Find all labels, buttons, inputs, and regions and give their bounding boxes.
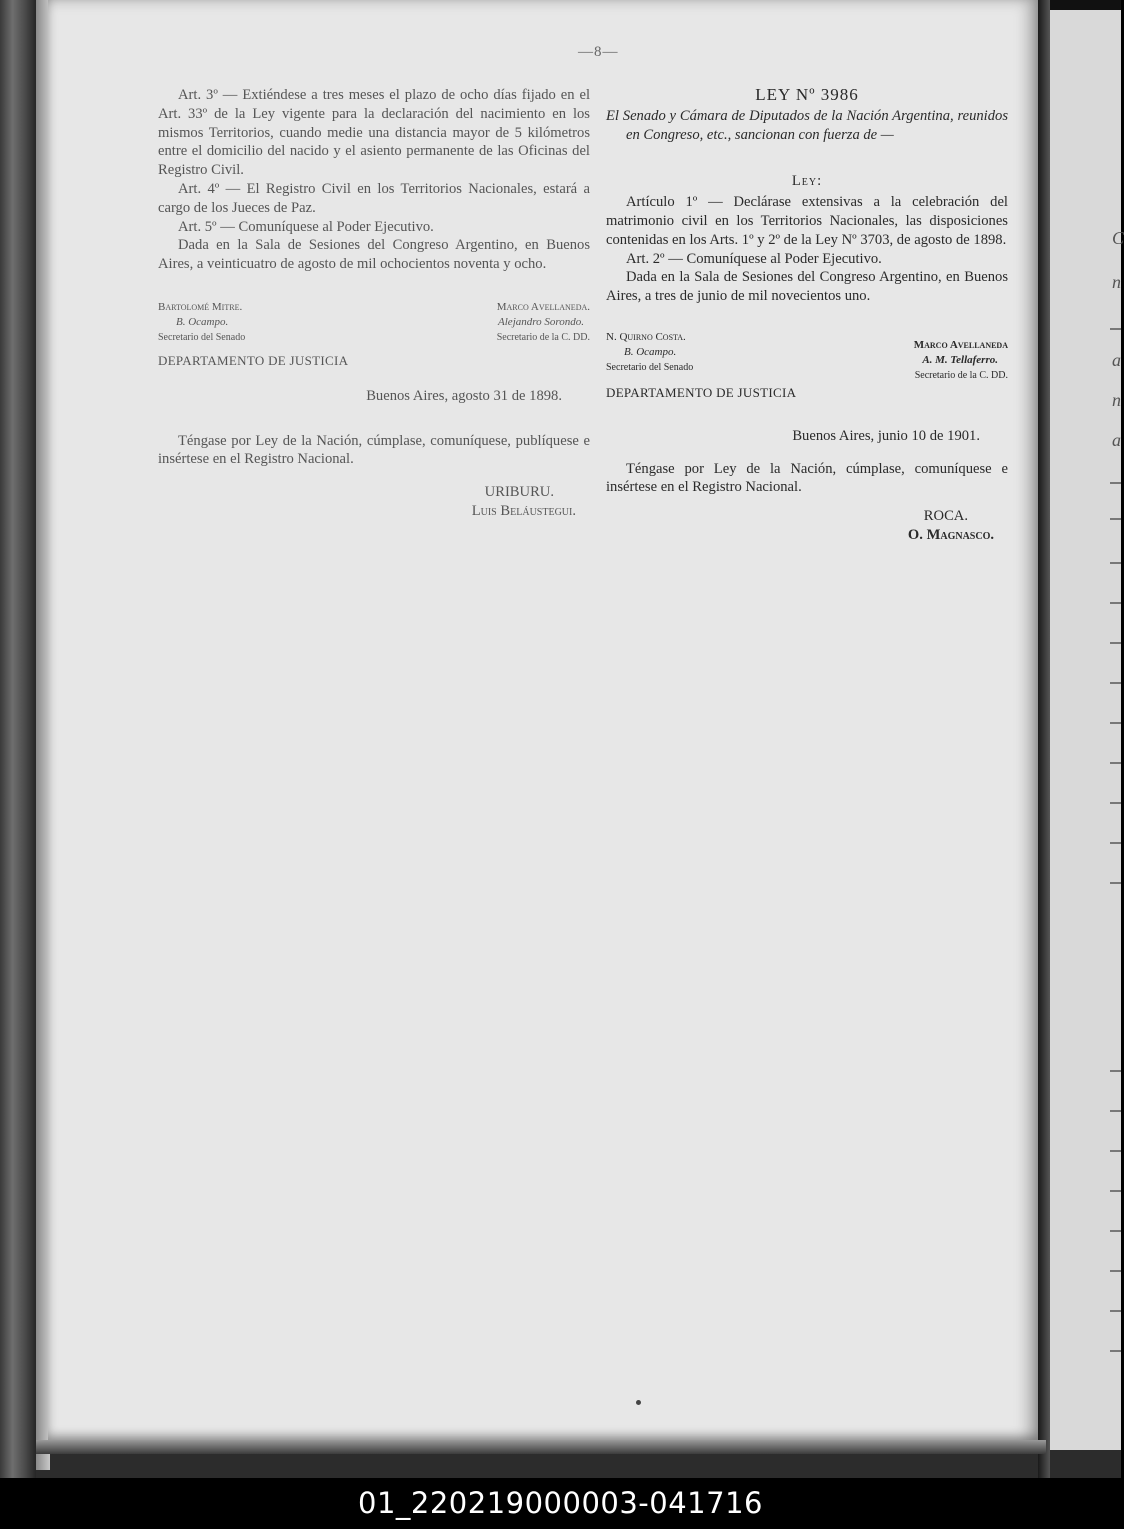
facing-page-rule [1110,882,1121,884]
deputies-secretary-name: Alejandro Sorondo. [498,315,584,328]
page-gutter [1038,0,1050,1478]
senate-secretary-role: Secretario del Senado [158,331,246,343]
facing-page-rule [1110,642,1121,644]
article-paragraph: Art. 5º — Comuníquese al Poder Ejecutivo. [178,218,434,235]
scan-image-id: 01_220219000003-041716 [358,1486,763,1520]
facing-page-fragment: a [1112,350,1121,370]
scan-footer [0,1478,1121,1529]
promulgation-date: Buenos Aires, junio 10 de 1901. [792,427,980,444]
deputies-secretary-role: Secretario de la C. DD. [496,331,590,343]
senate-signatures [606,330,693,375]
deputies-signatures [497,300,590,345]
senate-president-name: Bartolomé Mitre. [158,300,243,313]
deputies-signatures [914,338,1008,383]
department-heading: DEPARTAMENTO DE JUSTICIA [606,384,797,400]
promulgation-text: Téngase por Ley de la Nación, cúmplase, comuníquese, publíquese e insértese en el Registro Nacional. [158,432,590,468]
ley-heading: Ley: [791,173,823,190]
deputies-secretary-role: Secretario de la C. DD. [914,369,1008,381]
signature-block [606,330,1008,388]
department-heading: DEPARTAMENTO DE JUSTICIA [158,352,349,368]
article-paragraph: Artículo 1º — Declárase extensivas a la celebración del matrimonio civil en los Territorios Nacionales, las disposiciones contenidas en los Arts. 1º y 2º de la Ley Nº 3703, de agosto de 1898. [606,194,1008,248]
facing-page-rule [1110,482,1121,484]
facing-page-rule [1110,762,1121,764]
facing-page-rule [1110,328,1121,330]
facing-page-rule [1110,1230,1121,1232]
facing-page-rule [1110,1110,1121,1112]
deputies-president-name: Marco Avellaneda [913,338,1008,351]
facing-page-rule [1110,1150,1121,1152]
senate-secretary-name: B. Ocampo. [624,345,677,358]
facing-page-rule [1110,1070,1121,1072]
facing-page-fragment: n [1112,272,1121,292]
deputies-president-name: Marco Avellaneda. [496,300,590,313]
article-paragraph: Art. 2º — Comuníquese al Poder Ejecutivo. [626,250,882,267]
senate-secretary-role: Secretario del Senado [606,361,694,373]
minister-signature: Luis Beláustegui. [471,502,576,519]
law-title: LEY Nº 3986 [755,85,859,104]
page-number: —8— [578,44,619,60]
page-speck [636,1400,641,1405]
president-signature: URIBURU. [484,484,554,501]
facing-page-rule [1110,1270,1121,1272]
signature-block [158,300,590,358]
senate-president-name: N. Quirno Costa. [606,330,686,343]
sanction-paragraph: Dada en la Sala de Sesiones del Congreso Argentino, en Buenos Aires, a veinticuatro de agosto de mil ochocientos noventa y ocho. [158,237,590,273]
article-paragraph: Art. 3º — Extiéndese a tres meses el plazo de ocho días fijado en el Art. 33º de la Ley vigente para la declaración del nacimiento en los mismos Territorios, cuando medie una distancia mayor de 5 kilómetros entre el domicilio del nacido y el asiento permanente de las Oficinas del Registro Civil. [158,87,590,179]
deputies-secretary-name: A. M. Tellaferro. [922,353,998,366]
facing-page-rule [1110,722,1121,724]
promulgation-date: Buenos Aires, agosto 31 de 1898. [366,387,562,404]
facing-page-fragment: a [1112,430,1121,450]
facing-page-rule [1110,842,1121,844]
left-column [158,86,590,521]
minister-signature: O. Magnasco. [907,526,994,543]
facing-page-edge [1050,10,1124,1450]
page-bottom-edge [36,1440,1046,1454]
article-paragraph: Art. 4º — El Registro Civil en los Territorios Nacionales, estará a cargo de los Jueces de Paz. [158,180,590,216]
facing-page-rule [1110,602,1121,604]
facing-page-rule [1110,682,1121,684]
facing-page-rule [1110,1350,1121,1352]
senate-secretary-name: B. Ocampo. [176,315,229,328]
president-signature: ROCA. [923,508,968,525]
enacting-formula: El Senado y Cámara de Diputados de la Nación Argentina, reunidos en Congreso, etc., sancionan con fuerza de — [606,107,1008,143]
senate-signatures [158,300,245,345]
document-page [48,0,1038,1442]
facing-page-rule [1110,802,1121,804]
facing-page-fragment: n [1112,390,1121,410]
facing-page-rule [1110,1310,1121,1312]
next-page-top [1050,0,1121,10]
facing-page-rule [1110,1190,1121,1192]
facing-page-rule [1110,518,1121,520]
facing-page-rule [1110,562,1121,564]
facing-page-fragment: C [1112,228,1124,248]
sanction-paragraph: Dada en la Sala de Sesiones del Congreso Argentino, en Buenos Aires, a tres de junio de mil novecientos uno. [606,269,1008,305]
right-column [606,86,1008,545]
promulgation-text: Téngase por Ley de la Nación, cúmplase, comuníquese e insértese en el Registro Nacional. [606,460,1008,496]
book-spine [0,0,36,1478]
